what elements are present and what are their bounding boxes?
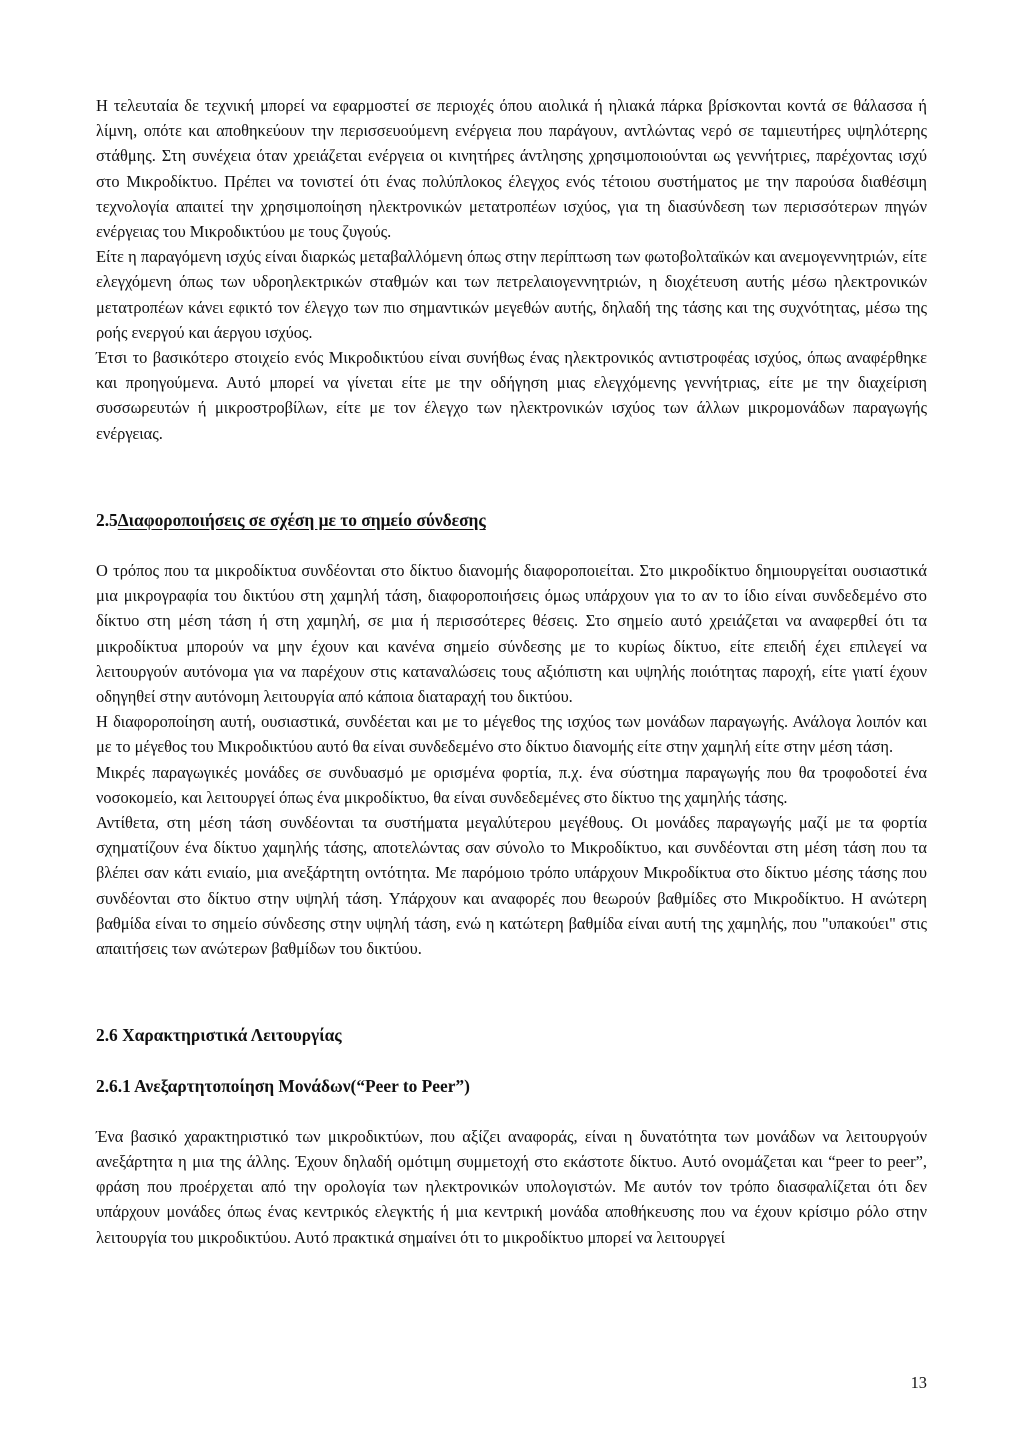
- heading-spacer: [96, 1049, 927, 1074]
- section-2-5-heading: [96, 508, 927, 533]
- heading-spacer: [96, 533, 927, 558]
- page-number: 13: [910, 1373, 927, 1392]
- section-spacer: [96, 961, 927, 1023]
- section-2-5-paragraph-3: Μικρές παραγωγικές μονάδες σε συνδυασμό με ορισμένα φορτία, π.χ. ένα σύστημα παραγωγής που θα τροφοδοτεί ένα νοσοκομείο, και λειτουργεί όπως ένα μικροδίκτυο, θα είναι συνδεδεμένες στο δίκτυο της χαμηλής τάσης.: [96, 762, 927, 807]
- section-2-6-heading: 2.6 Χαρακτηριστικά Λειτουργίας: [96, 1025, 342, 1046]
- section-2-5-title: Διαφοροποιήσεις σε σχέση με το σημείο σύνδεσης: [117, 509, 486, 530]
- section-2-5-number: 2.5: [96, 509, 118, 530]
- section-2-5-paragraph-1: Ο τρόπος που τα μικροδίκτυα συνδέονται στο δίκτυο διανομής διαφοροποιείται. Στο μικροδίκτυο δημιουργείται ουσιαστικά μια μικρογραφία του δικτύου στη χαμηλή τάση, διαφοροποιήσεις όμως υπάρχουν για το αν το ίδιο είναι συνδεδεμένο στο δίκτυο στη μέση τάση ή στη χαμηλή, σε μια ή περισσότερες θέσεις. Στο σημείο αυτό χρειάζεται να αναφερθεί ότι τα μικροδίκτυα μπορούν να μην έχουν και κανένα σημείο σύνδεσης με το κυρίως δίκτυο, είτε επειδή έχει επιλεγεί να λειτουργούν αυτόνομα για να παρέχουν στις καταναλώσεις τους αξιόπιστη και υψηλής ποιότητας παροχή, είτε γιατί έχουν οδηγηθεί στην αυτόνομη λειτουργία από κάποια διαταραχή του δικτύου.: [96, 561, 927, 707]
- intro-paragraph-1: Η τελευταία δε τεχνική μπορεί να εφαρμοστεί σε περιοχές όπου αιολικά ή ηλιακά πάρκα βρίσκονται κοντά σε θάλασσα ή λίμνη, οπότε και αποθηκεύουν την περισσευούμενη ενέργεια που παράγουν, αντλώντας νερό σε ταμιευτήρες υψηλότερης στάθμης. Στη συνέχεια όταν χρειάζεται ενέργεια οι κινητήρες άντλησης χρησιμοποιούνται ως γεννήτριες, παρέχοντας ισχύ στο Μικροδίκτυο. Πρέπει να τονιστεί ότι ένας πολύπλοκος έλεγχος ενός τέτοιου συστήματος με την παρούσα διαθέσιμη τεχνολογία απαιτεί την χρησιμοποίηση ηλεκτρονικών μετατροπέων ισχύος, για τη διασύνδεση των περισσότερων πηγών ενέργειας του Μικροδικτύου με τους ζυγούς.: [96, 96, 927, 242]
- section-2-5-paragraph-2: Η διαφοροποίηση αυτή, ουσιαστικά, συνδέεται και με το μέγεθος της ισχύος των μονάδων παραγωγής. Ανάλογα λοιπόν και με το μέγεθος του Μικροδικτύου αυτό θα είναι συνδεδεμένο στο δίκτυο διανομής είτε στην χαμηλή είτε στην μέση τάση.: [96, 712, 927, 757]
- heading-spacer: [96, 1099, 927, 1124]
- section-2-5-paragraph-4: Αντίθετα, στη μέση τάση συνδέονται τα συστήματα μεγαλύτερου μεγέθους. Οι μονάδες παραγωγής μαζί με τα φορτία σχηματίζουν ένα δίκτυο χαμηλής τάσης, αποτελώντας σαν σύνολο το Μικροδίκτυο, και συνδέονται στη μέση τάση που τα βλέπει σαν κάτι ενιαίο, μια ανεξάρτητη οντότητα. Με παρόμοιο τρόπο υπάρχουν Μικροδίκτυα στο δίκτυο μέσης τάσης που συνδέονται στο δίκτυο στην υψηλή τάση. Υπάρχουν και αναφορές που θεωρούν βαθμίδες στο Μικροδίκτυο. Η ανώτερη βαθμίδα είναι το σημείο σύνδεσης στην υψηλή τάση, ενώ η κατώτερη βαθμίδα είναι αυτή της χαμηλής, που "υπακούει" στις απαιτήσεις των ανώτερων βαθμίδων του δικτύου.: [96, 813, 927, 959]
- section-2-6-1-paragraph-1: Ένα βασικό χαρακτηριστικό των μικροδικτύων, που αξίζει αναφοράς, είναι η δυνατότητα των μονάδων να λειτουργούν ανεξάρτητα η μια της άλλης. Έχουν δηλαδή ομότιμη συμμετοχή στο εκάστοτε δίκτυο. Αυτό ονομάζεται και “peer to peer”, φράση που προέρχεται από την ορολογία των ηλεκτρονικών υπολογιστών. Με αυτόν τον τρόπο διασφαλίζεται ότι δεν υπάρχουν μονάδες όπως ένας κεντρικός ελεγκτής ή μια κεντρική μονάδα αποθήκευσης που να έχουν κρίσιμο ρόλο στην λειτουργία του μικροδικτύου. Αυτό πρακτικά σημαίνει ότι το μικροδίκτυο μπορεί να λειτουργεί: [96, 1126, 927, 1247]
- intro-paragraph-2: Είτε η παραγόμενη ισχύς είναι διαρκώς μεταβαλλόμενη όπως στην περίπτωση των φωτοβολταϊκών και ανεμογεννητριών, είτε ελεγχόμενη όπως των υδροηλεκτρικών σταθμών και των πετρελαιογεννητριών, η διοχέτευση αυτής μέσω ηλεκτρονικών μετατροπέων κάνει εφικτό τον έλεγχο των πιο σημαντικών μεγεθών αυτής, δηλαδή της τάσης και της συχνότητας, μέσω της ροής ενεργού και άεργου ισχύος.: [96, 247, 927, 342]
- intro-paragraph-3: Έτσι το βασικότερο στοιχείο ενός Μικροδικτύου είναι συνήθως ένας ηλεκτρονικός αντιστροφέας ισχύος, όπως αναφέρθηκε και προηγούμενα. Αυτό μπορεί να γίνεται είτε με την οδήγηση μιας ελεγχόμενης γεννήτριας, είτε με την διαχείριση συσσωρευτών ή μικροστροβίλων, είτε με τον έλεγχο των ηλεκτρονικών ισχύος των άλλων μικρομονάδων παραγωγής ενέργειας.: [96, 348, 927, 443]
- section-2-6-1-heading: 2.6.1 Ανεξαρτητοποίηση Μονάδων(“Peer to Peer”): [96, 1075, 470, 1096]
- section-spacer: [96, 446, 927, 508]
